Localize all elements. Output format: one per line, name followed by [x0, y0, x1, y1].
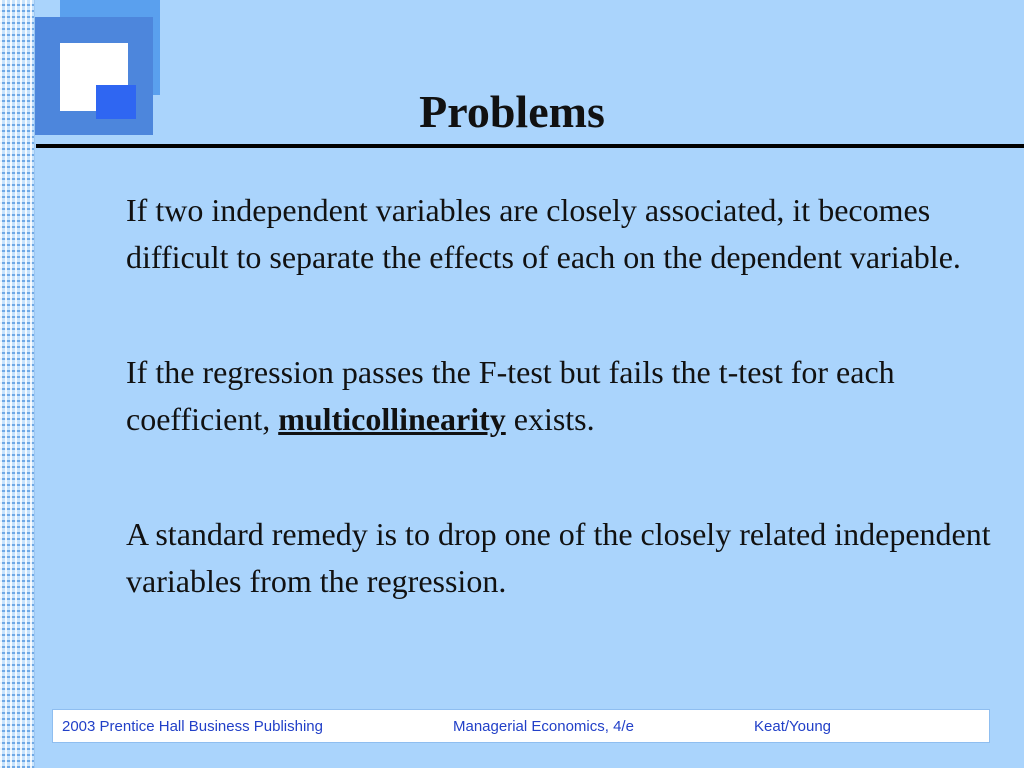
title-divider [36, 144, 1024, 148]
decorative-left-stripe [0, 0, 35, 768]
paragraph-association: If two independent variables are closely associated, it becomes difficult to separate the effects of each on the dependent variable. [126, 192, 961, 275]
paragraph-remedy: A standard remedy is to drop one of the closely related independent variables from the regression. [126, 516, 991, 599]
paragraph-text-after: exists. [505, 401, 595, 437]
slide-body [126, 187, 996, 673]
paragraph-multicollinearity [126, 349, 996, 443]
logo-square-accent [96, 85, 136, 119]
footer-authors: Keat/Young [754, 718, 832, 735]
footer-publisher: 2003 Prentice Hall Business Publishing [62, 718, 323, 735]
footer-book-title: Managerial Economics, 4/e [453, 718, 634, 735]
key-term-multicollinearity: multicollinearity [278, 401, 506, 437]
slide-footer [52, 709, 990, 743]
slide-title: Problems [419, 86, 605, 137]
paragraph-text-before: If the regression passes the F-test but fails the t-test for each coefficient, [126, 354, 895, 437]
